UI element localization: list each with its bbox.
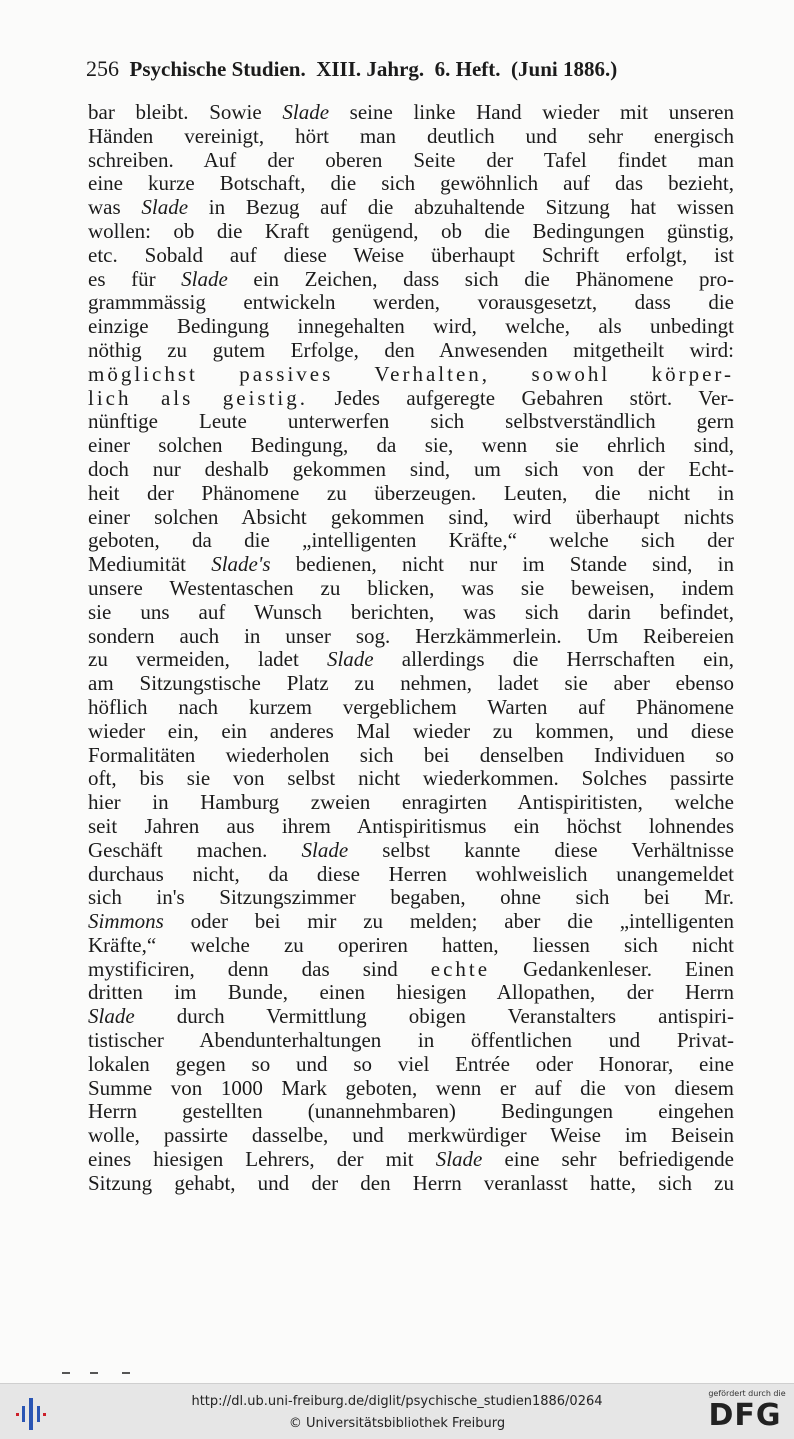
text-segment: Gedankenleser. Einen: [490, 956, 735, 981]
text-segment: eine sehr befriedigende: [482, 1147, 735, 1172]
text-line: [88, 1077, 734, 1101]
text-line: [88, 720, 734, 744]
text-line: [88, 696, 734, 720]
text-segment: Sitzung gehabt, und der den Herrn veranlasst hatte, sich zu: [88, 1170, 734, 1195]
text-segment: nöthig zu gutem Erfolge, den Anwesenden mitgetheilt wird:: [88, 337, 734, 362]
text-segment: bar bleibt. Sowie: [88, 100, 283, 124]
text-segment: einer solchen Absicht gekommen sind, wird überhaupt nichts: [88, 504, 734, 529]
text-segment: zu vermeiden, ladet: [88, 647, 327, 672]
text-segment: etc. Sobald auf diese Weise überhaupt Schrift erfolgt, ist: [88, 242, 734, 267]
text-line: [88, 601, 734, 625]
text-line: [88, 387, 734, 411]
text-segment: wolle, passirte dasselbe, und merkwürdiger Weise im Beisein: [88, 1123, 734, 1148]
text-line: [88, 958, 734, 982]
text-line: [88, 482, 734, 506]
text-line: [88, 886, 734, 910]
text-line: [88, 434, 734, 458]
text-line: [88, 934, 734, 958]
text-line: [88, 767, 734, 791]
spaced-emphasis: möglichst passives Verhalten, sowohl körper-: [88, 361, 734, 386]
text-line: [88, 815, 734, 839]
dfg-logo: DFG: [708, 1398, 782, 1433]
text-segment: Mediumität: [88, 552, 212, 577]
text-segment: am Sitzungstische Platz zu nehmen, ladet sie aber ebenso: [88, 671, 734, 696]
spaced-emphasis: lich als geistig.: [88, 385, 308, 410]
text-segment: tistischer Abendunterhaltungen in öffentlichen und Privat-: [88, 1028, 734, 1053]
text-line: [88, 506, 734, 530]
text-line: [88, 196, 734, 220]
text-line: [88, 1053, 734, 1077]
text-segment: Jedes aufgeregte Gebahren stört. Ver-: [308, 385, 734, 410]
text-segment: dritten im Bunde, einen hiesigen Allopathen, der Herrn: [88, 980, 734, 1005]
page-number: 256: [86, 56, 119, 81]
text-line: [88, 1005, 734, 1029]
scan-marks: [62, 1372, 142, 1380]
text-segment: seine linke Hand wieder mit unseren: [329, 100, 735, 124]
text-segment: durchaus nicht, da diese Herren wohlweislich unangemeldet: [88, 861, 734, 886]
spaced-emphasis: echte: [430, 956, 491, 981]
dfg-caption: gefördert durch die: [708, 1389, 786, 1398]
viewer-footer: [0, 1383, 794, 1439]
text-segment: Summe von 1000 Mark geboten, wenn er auf die von diesem: [88, 1075, 734, 1100]
text-line: [88, 244, 734, 268]
text-segment: doch nur deshalb gekommen sind, um sich von der Echt-: [88, 456, 734, 481]
text-line: [88, 291, 734, 315]
text-segment: heit der Phänomene zu überzeugen. Leuten, die nicht in: [88, 480, 734, 505]
text-line: [88, 220, 734, 244]
text-line: [88, 363, 734, 387]
text-segment: selbst kannte diese Verhältnisse: [348, 837, 734, 862]
text-segment: durch Vermittlung obigen Veranstalters antispiri-: [134, 1004, 734, 1029]
text-line: [88, 1124, 734, 1148]
text-line: [88, 553, 734, 577]
text-segment: nünftige Leute unterwerfen sich selbstverständlich gern: [88, 409, 734, 434]
text-line: [88, 791, 734, 815]
issue-date: (Juni 1886.): [511, 57, 618, 81]
text-segment: sich in's Sitzungszimmer begaben, ohne sich bei Mr.: [88, 885, 734, 910]
italic-name: Slade: [181, 266, 228, 291]
text-segment: höflich nach kurzem vergeblichem Warten auf Phänomene: [88, 694, 734, 719]
issue: 6. Heft.: [434, 57, 501, 81]
text-segment: oft, bis sie von selbst nicht wiederkommen. Solches passirte: [88, 766, 734, 791]
text-segment: Kräfte,“ welche zu operiren hatten, liessen sich nicht: [88, 932, 734, 957]
running-header: [86, 56, 736, 82]
source-url-link[interactable]: http://dl.ub.uni-freiburg.de/diglit/psychische_studien1886/0264: [191, 1394, 603, 1409]
italic-name: Slade: [88, 1004, 135, 1029]
text-segment: lokalen gegen so und so viel Entrée oder Honorar, eine: [88, 1051, 734, 1076]
text-segment: seit Jahren aus ihrem Antispiritismus ein höchst lohnendes: [88, 813, 734, 838]
text-segment: Geschäft machen.: [88, 837, 302, 862]
volume: XIII. Jahrg.: [316, 57, 425, 81]
text-line: [88, 172, 734, 196]
text-line: [88, 339, 734, 363]
text-line: [88, 268, 734, 292]
text-segment: unsere Westentaschen zu blicken, was sie beweisen, indem: [88, 575, 734, 600]
text-segment: schreiben. Auf der oberen Seite der Tafel findet man: [88, 147, 734, 172]
text-segment: eines hiesigen Lehrers, der mit: [88, 1147, 436, 1172]
text-segment: was: [88, 195, 142, 220]
body-text: [88, 101, 734, 1196]
text-line: [88, 910, 734, 934]
italic-name: Slade's: [211, 552, 271, 577]
text-segment: oder bei mir zu melden; aber die „intelligenten: [163, 909, 734, 934]
text-segment: es für: [88, 266, 182, 291]
text-line: [88, 1100, 734, 1124]
text-line: [88, 1172, 734, 1196]
text-line: [88, 648, 734, 672]
text-line: [88, 1029, 734, 1053]
text-segment: Formalitäten wiederholen sich bei denselben Individuen so: [88, 742, 734, 767]
italic-name: Slade: [326, 647, 374, 672]
text-line: [88, 672, 734, 696]
text-line: [88, 1148, 734, 1172]
text-line: [88, 839, 734, 863]
text-segment: in Bezug auf die abzuhaltende Sitzung hat wissen: [188, 195, 734, 220]
text-segment: Herrn gestellten (unannehmbaren) Bedingungen eingehen: [88, 1099, 734, 1124]
text-segment: hier in Hamburg zweien enragirten Antispiritisten, welche: [88, 790, 734, 815]
text-line: [88, 744, 734, 768]
text-segment: sondern auch in unser sog. Herzkämmerlein. Um Reibereien: [88, 623, 734, 648]
text-segment: sie uns auf Wunsch berichten, was sich darin befindet,: [88, 599, 734, 624]
italic-name: Simmons: [88, 909, 164, 934]
copyright-notice: © Universitätsbibliothek Freiburg: [288, 1416, 506, 1431]
text-segment: bedienen, nicht nur im Stande sind, in: [270, 552, 734, 577]
text-line: [88, 981, 734, 1005]
text-line: [88, 410, 734, 434]
text-segment: Händen vereinigt, hört man deutlich und sehr energisch: [88, 123, 734, 148]
text-segment: grammmässig entwickeln werden, vorausgesetzt, dass die: [88, 290, 734, 315]
text-line: [88, 577, 734, 601]
text-line: [88, 863, 734, 887]
text-line: [88, 458, 734, 482]
text-line: [88, 315, 734, 339]
text-segment: geboten, da die „intelligenten Kräfte,“ welche sich der: [88, 528, 734, 553]
text-segment: wieder ein, ein anderes Mal wieder zu kommen, und diese: [88, 718, 734, 743]
italic-name: Slade: [435, 1147, 483, 1172]
text-segment: einer solchen Bedingung, da sie, wenn sie ehrlich sind,: [88, 433, 734, 458]
text-segment: mystificiren, denn das sind: [88, 956, 431, 981]
text-line: [88, 149, 734, 173]
text-line: [88, 101, 734, 125]
running-title: Psychische Studien.: [129, 57, 306, 81]
italic-name: Slade: [282, 100, 330, 124]
text-segment: wollen: ob die Kraft genügend, ob die Bedingungen günstig,: [88, 218, 734, 243]
text-line: [88, 529, 734, 553]
text-line: [88, 125, 734, 149]
text-segment: einzige Bedingung innegehalten wird, welche, als unbedingt: [88, 314, 734, 339]
text-segment: allerdings die Herrschaften ein,: [373, 647, 734, 672]
text-line: [88, 625, 734, 649]
text-segment: eine kurze Botschaft, die sich gewöhnlich auf das bezieht,: [88, 171, 734, 196]
text-segment: ein Zeichen, dass sich die Phänomene pro-: [227, 266, 734, 291]
italic-name: Slade: [301, 837, 349, 862]
italic-name: Slade: [141, 195, 189, 220]
